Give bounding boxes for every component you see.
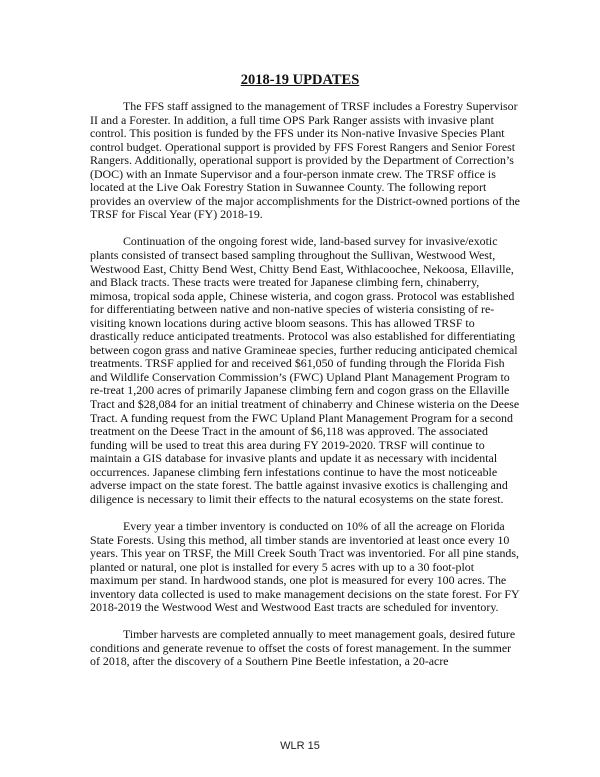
document-body: [90, 100, 520, 683]
paragraph-invasive-plants: Continuation of the ongoing forest wide, land-based survey for invasive/exotic plants consisted of transect based sampling throughout the Sullivan, Westwood West, Westwood East, Chitty Bend West, Chitty Bend East, Withlacoochee, Nekoosa, Ellaville, and Black tracts. These tracts were treated for Japanese climbing fern, chinaberry, mimosa, tropical soda apple, Chinese wisteria, and cogon grass. Protocol was established for differentiating between native and non-native species of wisteria consisting of re-visiting known locations during active bloom seasons. This has allowed TRSF to drastically reduce anticipated treatments. Protocol was also established for differentiating between cogon grass and native Gramineae species, further reducing anticipated chemical treatments. TRSF applied for and received $61,050 of funding through the Florida Fish and Wildlife Conservation Commission’s (FWC) Upland Plant Management Program to re-treat 1,200 acres of primarily Japanese climbing fern and cogon grass on the Ellaville Tract and $28,084 for an initial treatment of chinaberry and Chinese wisteria on the Deese Tract. A funding request from the FWC Upland Plant Management Program for a second treatment on the Deese Tract in the amount of $6,118 was approved. The associated funding will be used to treat this area during FY 2019-2020. TRSF will continue to maintain a GIS database for invasive plants and update it as necessary with incidental occurrences. Japanese climbing fern infestations continue to have the most noticeable adverse impact on the state forest. The battle against invasive exotics is challenging and diligence is necessary to limit their effects to the natural ecosystems on the state forest.: [90, 234, 520, 506]
paragraph-timber-harvests: Timber harvests are completed annually to meet management goals, desired future conditions and generate revenue to offset the costs of forest management. In the summer of 2018, after the discovery of a Southern Pine Beetle infestation, a 20-acre: [90, 627, 516, 669]
page-footer: WLR 15: [280, 740, 320, 752]
paragraph-staff: The FFS staff assigned to the management of TRSF includes a Forestry Supervisor II and a Forester. In addition, a full time OPS Park Ranger assists with invasive plant control. This position is funded by the FFS under its Non-native Invasive Species Plant control budget. Operational support is provided by FFS Forest Rangers and Senior Forest Rangers. Additionally, operational support is provided by the Department of Correction’s (DOC) with an Inmate Supervisor and a four-person inmate crew. The TRSF office is located at the Live Oak Forestry Station in Suwannee County. The following report provides an overview of the major accomplishments for the District-owned portions of the TRSF for Fiscal Year (FY) 2018-19.: [90, 99, 520, 222]
paragraph-timber-inventory: Every year a timber inventory is conducted on 10% of all the acreage on Florida State Forests. Using this method, all timber stands are inventoried at least once every 10 years. This year on TRSF, the Mill Creek South Tract was inventoried. For all pine stands, planted or natural, one plot is installed for every 5 acres with up to a 30 foot-plot maximum per stand. In hardwood stands, one plot is measured for every 100 acres. The inventory data collected is used to make management decisions on the state forest. For FY 2018-2019 the Westwood West and Westwood East tracts are scheduled for inventory.: [90, 518, 520, 615]
page-title: 2018-19 UPDATES: [240, 72, 360, 88]
